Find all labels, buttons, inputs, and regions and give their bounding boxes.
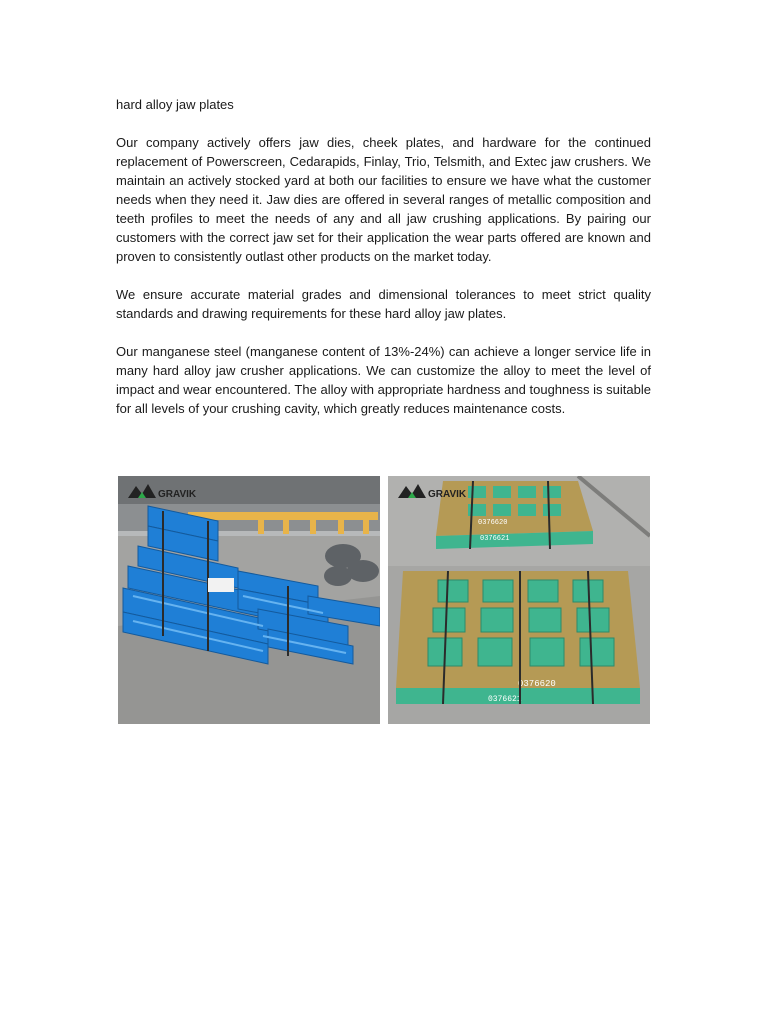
gravik-logo-text-right: GRAVIK bbox=[428, 489, 467, 500]
photo-green-jaw-plates bbox=[388, 476, 650, 724]
serial-bottom-lower: 0376621 bbox=[488, 695, 522, 704]
blue-jaw-plates-illustration bbox=[118, 476, 380, 724]
photo-row bbox=[118, 476, 651, 724]
green-jaw-plates-illustration bbox=[388, 476, 650, 724]
serial-top-upper: 0376620 bbox=[478, 519, 508, 527]
paragraph-intro: Our company actively offers jaw dies, cheek plates, and hardware for the continued replacement of Powerscreen, Cedarapids, Finlay, Trio, Telsmith, and Extec jaw crushers. We maintain an actively stocked yard at both our facilities to ensure we have what the customer needs when they need it. Jaw dies are offered in several ranges of metallic composition and teeth profiles to meet the needs of any and all jaw crushing applications. By pairing our customers with the correct jaw set for their application the wear parts offered are known and proven to consistently outlast other products on the market today. bbox=[116, 135, 651, 264]
serial-bottom-upper: 0376620 bbox=[518, 679, 556, 689]
gravik-logo-text-left: GRAVIK bbox=[158, 489, 197, 500]
paragraph-quality: We ensure accurate material grades and dimensional tolerances to meet strict quality standards and drawing requirements for these hard alloy jaw plates. bbox=[116, 287, 651, 321]
document-body bbox=[116, 95, 651, 437]
photo-blue-jaw-plates bbox=[118, 476, 380, 724]
document-title: hard alloy jaw plates bbox=[116, 97, 234, 112]
paragraph-manganese: Our manganese steel (manganese content of 13%-24%) can achieve a longer service life in many hard alloy jaw crusher applications. We can customize the alloy to meet the level of impact and wear encountered. The alloy with appropriate hardness and toughness is suitable for all levels of your crushing cavity, which greatly reduces maintenance costs. bbox=[116, 344, 651, 416]
serial-top-lower: 0376621 bbox=[480, 535, 510, 543]
